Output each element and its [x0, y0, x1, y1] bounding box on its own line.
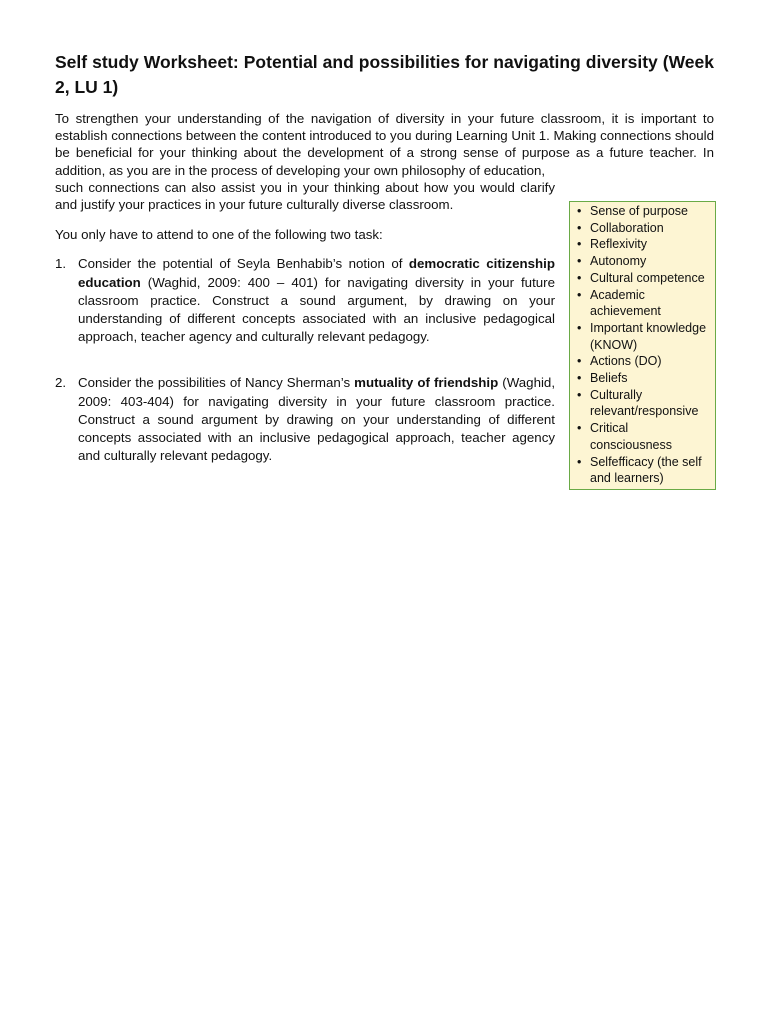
task-text-pre: Consider the possibilities of Nancy Sherman’s	[78, 375, 355, 391]
concept-label: Actions (DO)	[590, 354, 662, 369]
concepts-box	[569, 201, 716, 490]
task-key-term: democratic citizenship education	[78, 256, 555, 290]
concept-label: Collaboration	[590, 220, 664, 235]
concept-label: Autonomy	[590, 254, 647, 269]
bullet-icon: •	[577, 320, 582, 335]
concept-item	[574, 387, 711, 420]
task-number: 2.	[55, 375, 67, 391]
task-item	[55, 255, 555, 346]
task-number: 1.	[55, 256, 67, 272]
concept-label: Reflexivity	[590, 237, 647, 252]
task-text-post: (Waghid, 2009: 400 – 401) for navigating diversity in your future classroom practice. Construct a sound argument, by drawing on your understanding of different concepts associated with an inclusive pedagogical approach, teacher agency and culturally relevant pedagogy.	[78, 274, 555, 345]
task-list	[55, 255, 555, 465]
concepts-list	[574, 203, 711, 487]
concept-label: Selfefficacy (the self and learners)	[590, 454, 702, 486]
bullet-icon: •	[577, 354, 582, 369]
task-key-term: mutuality of friendship	[354, 375, 499, 391]
bullet-icon: •	[577, 454, 582, 469]
concept-label: Cultural competence	[590, 270, 705, 285]
intro-paragraph-continued: such connections can also assist you in your thinking about how you would clarify and justify your practices in your future culturally diverse classroom.	[55, 179, 555, 213]
concept-item	[574, 370, 711, 387]
intro-paragraph	[55, 110, 714, 179]
concept-item	[574, 353, 711, 370]
concept-label: Beliefs	[590, 371, 628, 386]
concept-item	[574, 320, 711, 353]
bullet-icon: •	[577, 270, 582, 285]
bullet-icon: •	[577, 220, 582, 235]
bullet-icon: •	[577, 237, 582, 252]
concept-item	[574, 220, 711, 237]
concept-label: Important knowledge (KNOW)	[590, 320, 707, 352]
concept-label: Critical consciousness	[590, 421, 672, 452]
bullet-icon: •	[577, 371, 582, 386]
bullet-icon: •	[577, 387, 582, 402]
task-item	[55, 374, 555, 465]
task-body	[78, 374, 555, 465]
bullet-icon: •	[577, 287, 582, 302]
concept-item	[574, 287, 711, 320]
concept-item	[574, 253, 711, 270]
concept-item	[574, 420, 711, 453]
intro-text-full-width: To strengthen your understanding of the navigation of diversity in your future classroom, it is important to establish connections between the content introduced to you during Learning Unit 1. Making connections should be beneficial for your thinking about the development of a strong sense of purpose as a future teacher. In addition, as you are in the process of developing your own philosophy of education,	[55, 111, 714, 178]
bullet-icon: •	[577, 204, 582, 218]
concept-item	[574, 454, 711, 487]
bullet-icon: •	[577, 254, 582, 269]
page-title: Self study Worksheet: Potential and possibilities for navigating diversity (Week 2, LU 1)	[55, 52, 714, 97]
concept-item	[574, 203, 711, 220]
concept-label: Culturally relevant/responsive	[590, 387, 699, 419]
concept-label: Sense of purpose	[590, 204, 688, 218]
task-text-post: (Waghid, 2009: 403-404) for navigating diversity in your future classroom practice. Construct a sound argument by drawing on your understanding of different concepts associated with an inclusive pedagogical approach, teacher agency and culturally relevant pedagogy.	[78, 375, 556, 464]
task-instruction: You only have to attend to one of the following two task:	[55, 227, 383, 243]
bullet-icon: •	[577, 421, 582, 436]
concept-label: Academic achievement	[590, 287, 661, 319]
task-body	[78, 255, 555, 346]
concept-item	[574, 270, 711, 287]
task-text-pre: Consider the potential of Seyla Benhabib’s notion of	[78, 256, 409, 272]
concept-item	[574, 236, 711, 253]
